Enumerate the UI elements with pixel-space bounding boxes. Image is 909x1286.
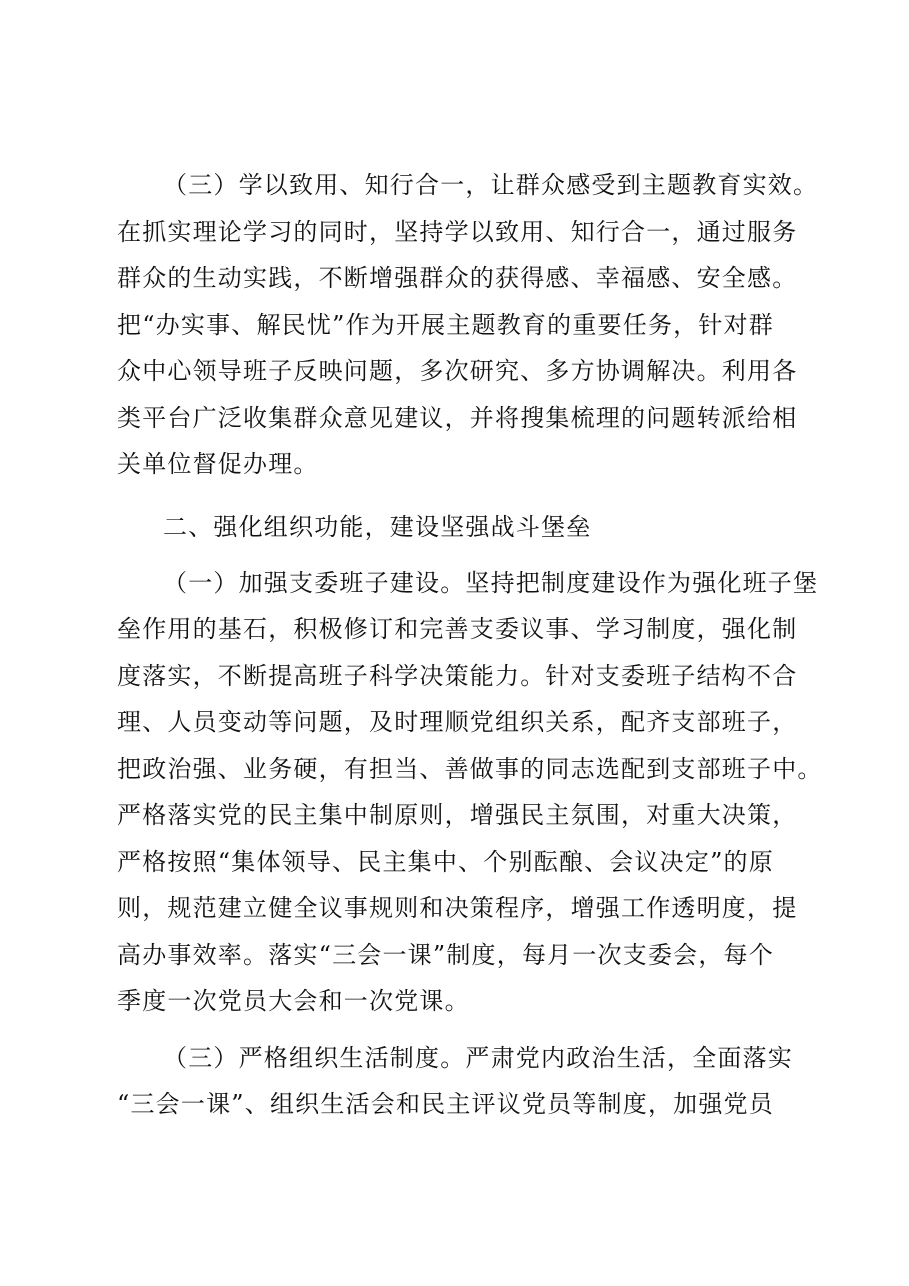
text-line: 关单位督促办理。 — [117, 450, 319, 478]
text-line: 垒作用的基石，积极修订和完善支委议事、学习制度，强化制 — [117, 615, 798, 643]
text-line: 严格按照“集体领导、民主集中、个别酝酿、会议决定”的原 — [117, 848, 774, 876]
text-line: 理、人员变动等问题，及时理顺党组织关系，配齐支部班子， — [117, 708, 798, 736]
text-line: 类平台广泛收集群众意见建议，并将搜集梳理的问题转派给相 — [117, 404, 798, 432]
text-line: 季度一次党员大会和一次党课。 — [117, 987, 470, 1015]
text-line: “三会一课”、组织生活会和民主评议党员等制度，加强党员 — [117, 1090, 774, 1118]
text-line: 群众的生动实践，不断增强群众的获得感、幸福感、安全感。 — [117, 264, 798, 292]
text-line: 度落实，不断提高班子科学决策能力。针对支委班子结构不合 — [117, 662, 798, 690]
paragraph-heading-1: （一）加强支委班子建设。坚持把制度建设作为强化班子堡 — [163, 569, 819, 597]
section-heading-2: 二、强化组织功能，建设坚强战斗堡垒 — [163, 513, 592, 541]
paragraph-heading-3: （三）严格组织生活制度。严肃党内政治生活，全面落实 — [163, 1044, 793, 1072]
text-line: 严格落实党的民主集中制原则，增强民主氛围，对重大决策， — [117, 801, 798, 829]
text-line: 高办事效率。落实“三会一课”制度，每月一次支委会，每个 — [117, 941, 774, 969]
text-line: 在抓实理论学习的同时，坚持学以致用、知行合一，通过服务 — [117, 218, 798, 246]
text-line: 把“办实事、解民忧”作为开展主题教育的重要任务，针对群 — [117, 311, 774, 339]
text-line: 把政治强、业务硬，有担当、善做事的同志选配到支部班子中。 — [117, 755, 823, 783]
paragraph-heading-3: （三）学以致用、知行合一，让群众感受到主题教育实效。 — [163, 171, 819, 199]
text-line: 众中心领导班子反映问题，多次研究、多方协调解决。利用各 — [117, 357, 798, 385]
text-line: 则，规范建立健全议事规则和决策程序，增强工作透明度，提 — [117, 894, 798, 922]
